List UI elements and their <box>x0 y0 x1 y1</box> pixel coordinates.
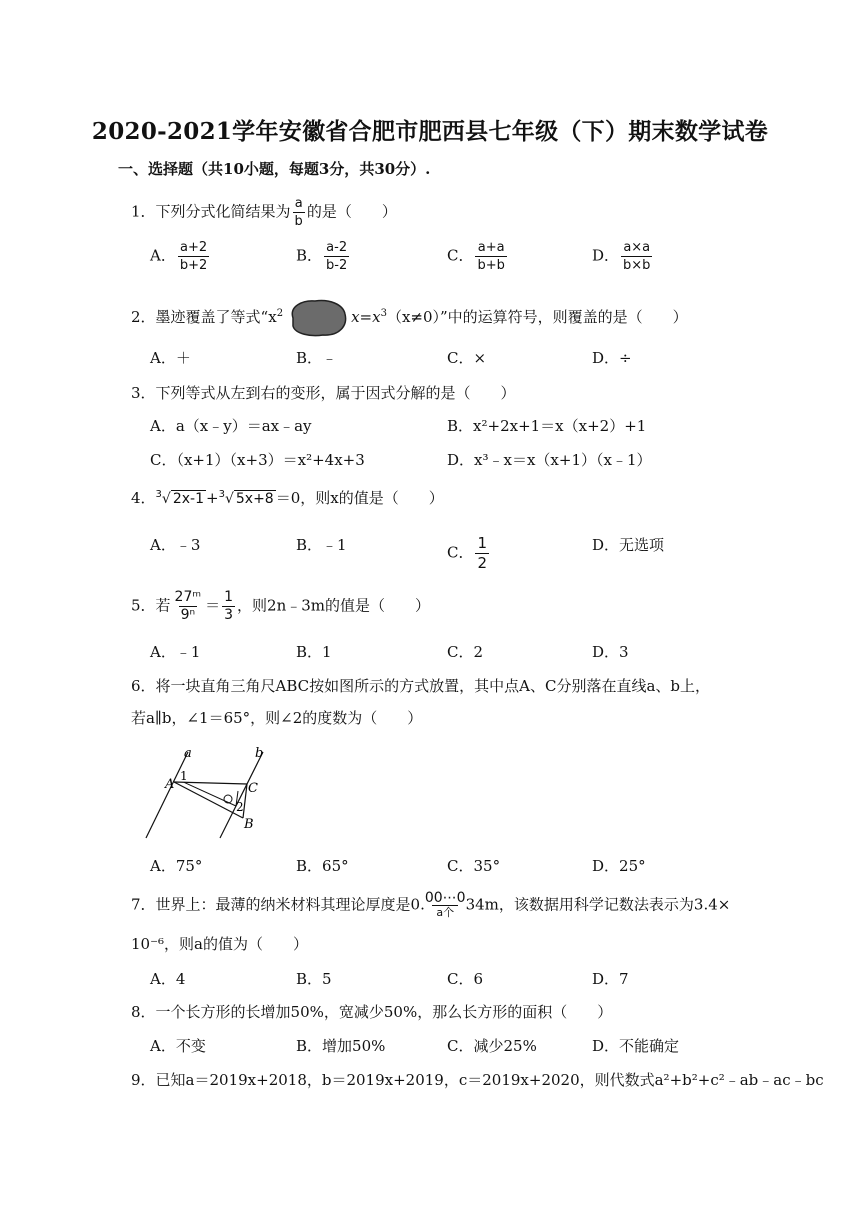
question-7-option-b: B．5 <box>296 970 332 988</box>
question-3-stem: 3．下列等式从左到右的变形，属于因式分解的是（ ） <box>131 384 516 402</box>
question-3-option-d: D．x³﹣x＝x（x+1）（x﹣1） <box>447 451 652 469</box>
line-a-label: a <box>184 746 192 761</box>
question-5-option-c: C．2 <box>447 643 484 661</box>
question-1-option-d: D． $\frac{a\times a}{b\times b}$ <box>592 240 651 273</box>
question-4-option-b: B．﹣1 <box>296 536 347 554</box>
question-4-option-d: D．无选项 <box>592 536 665 554</box>
question-3-option-a: A．a（x﹣y）＝ax﹣ay <box>150 417 312 435</box>
underbrace: 00⋯0 a个 <box>424 890 466 919</box>
line-b-label: b <box>255 746 264 761</box>
question-7-line-2: 10⁻⁶，则a的值为（ ） <box>131 935 308 953</box>
question-2-option-c: C．× <box>447 349 487 367</box>
ink-blot-icon <box>285 298 349 338</box>
page-title: 2020-2021学年安徽省合肥市肥西县七年级（下）期末数学试卷 <box>91 118 769 145</box>
question-3-option-b: B．x²+2x+1＝x（x+2）+1 <box>447 417 647 435</box>
question-1-option-c: C． $\frac{a+a}{b+b}$ <box>447 240 505 273</box>
cube-root: $^3$√ 2x-1 <box>155 489 204 507</box>
question-5-option-b: B．1 <box>296 643 332 661</box>
question-5-option-d: D．3 <box>592 643 629 661</box>
question-7-option-a: A．4 <box>150 970 186 988</box>
question-7-option-d: D．7 <box>592 970 629 988</box>
question-8-option-d: D．不能确定 <box>592 1037 680 1055</box>
question-1-option-a: A． $\frac{a+2}{b+2}$ <box>150 240 208 273</box>
question-2-option-d: D．÷ <box>592 349 632 367</box>
question-2-stem: 2．墨迹覆盖了等式“$x^2$ $x=x^3(x\ne 0)$”中的运算符号，则覆盖的是（ ） <box>131 298 688 338</box>
question-6-option-b: B．65° <box>296 857 349 875</box>
question-3-option-c: C．（x+1）（x+3）＝x²+4x+3 <box>150 451 365 469</box>
question-1-stem: 1．下列分式化简结果为 $\frac{a}{b}$ 的是（ ） <box>131 196 397 229</box>
angle-1-label: 1 <box>180 769 188 783</box>
fraction: $\frac{a}{b}$ <box>294 196 303 229</box>
section-heading: 一、选择题（共10小题，每题3分，共30分）. <box>118 160 431 178</box>
question-8-stem: 8．一个长方形的长增加50%，宽减少50%，那么长方形的面积（ ） <box>131 1003 613 1021</box>
point-c-label: C <box>248 781 258 796</box>
question-6-line-1: 6．将一块直角三角尺ABC按如图所示的方式放置，其中点A、C分别落在直线a、b上， <box>131 677 711 695</box>
cube-root: $^3$√ 5x+8 <box>218 489 274 507</box>
question-4-option-c: C． $\frac{1}{2}$ <box>447 534 488 572</box>
triangle-figure <box>138 744 268 840</box>
question-6-option-c: C．35° <box>447 857 501 875</box>
angle-2-label: 2 <box>236 800 244 814</box>
question-6-line-2: 若a∥b，∠1＝65°，则∠2的度数为（ ） <box>131 709 423 727</box>
question-4-stem: 4．$^3$√ 2x-1 +$^3$√ 5x+8 ＝0，则x的值是（ ） <box>131 489 444 507</box>
question-8-option-a: A．不变 <box>150 1037 206 1055</box>
question-4-option-a: A．﹣3 <box>150 536 201 554</box>
question-6-option-d: D．25° <box>592 857 646 875</box>
point-a-label: A <box>165 777 175 792</box>
question-8-option-c: C．减少25% <box>447 1037 537 1055</box>
question-2-option-a: A．＋ <box>150 349 191 367</box>
question-2-option-b: B．﹣ <box>296 349 338 367</box>
question-5-option-a: A．﹣1 <box>150 643 201 661</box>
question-8-option-b: B．增加50% <box>296 1037 386 1055</box>
question-7-option-c: C．6 <box>447 970 484 988</box>
question-9-stem: 9．已知a＝2019x+2018，b＝2019x+2019，c＝2019x+2020，则代数式a²+b²+c²﹣ab﹣ac﹣bc <box>131 1071 824 1089</box>
point-b-label: B <box>244 817 254 832</box>
question-6-option-a: A．75° <box>150 857 203 875</box>
question-1-option-b: B． $\frac{a-2}{b-2}$ <box>296 240 348 273</box>
question-7-line-1: 7．世界上：最薄的纳米材料其理论厚度是0. 00⋯0 a个 34m，该数据用科学记数法表示为3.4× <box>131 890 731 919</box>
question-5-stem: 5．若 $\frac{\text{27ᵐ}}{\text{9ⁿ}}$ ＝ $\frac{1}{3}$ ，则2n﹣3m的值是（ ） <box>131 589 431 623</box>
